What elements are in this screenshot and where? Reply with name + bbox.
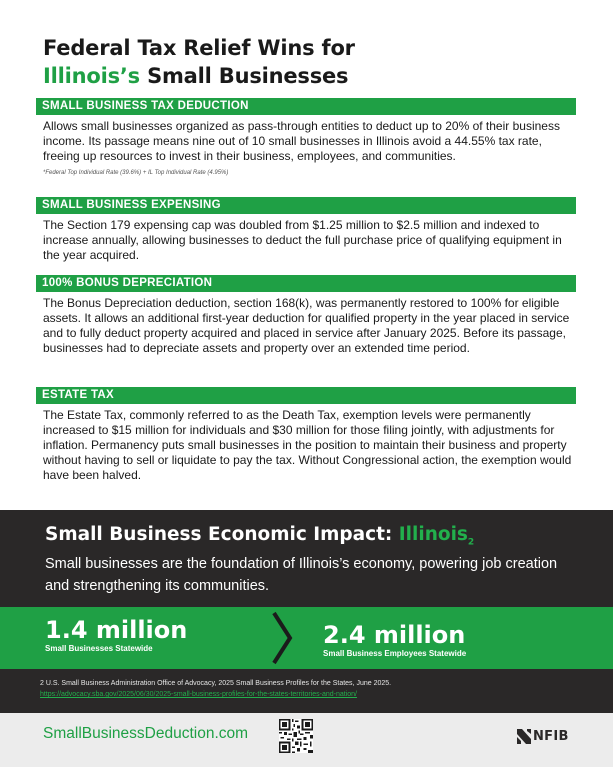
section-estate-tax: [36, 387, 576, 483]
title-state: Illinois’s: [43, 64, 140, 88]
section-body: The Section 179 expensing cap was doubled from $1.25 million to $2.5 million and indexed to increase annually, allowing businesses to deduct the full purchase price of qualifying equipment in the year acquired.: [43, 218, 562, 262]
stat-small-businesses: [45, 616, 187, 654]
section-heading: SMALL BUSINESS EXPENSING: [36, 197, 576, 214]
impact-title: [45, 524, 474, 548]
impact-band: [0, 510, 613, 607]
section-heading: ESTATE TAX: [36, 387, 576, 404]
sources: [0, 669, 613, 713]
section-heading: SMALL BUSINESS TAX DEDUCTION: [36, 98, 576, 115]
stat-value: 2.4 million: [323, 621, 466, 649]
section-footnote: *Federal Top Individual Rate (39.6%) + IL Top Individual Rate (4.95%): [43, 170, 229, 176]
impact-title-prefix: Small Business Economic Impact:: [45, 524, 399, 545]
section-tax-deduction: [36, 98, 576, 176]
section-expensing: [36, 197, 576, 263]
title-line-2: [43, 62, 355, 90]
qr-code-icon[interactable]: [279, 719, 313, 753]
impact-subtitle: Small businesses are the foundation of Illinois’s economy, powering job creation and strengthening its communities.: [45, 556, 558, 594]
stats-band: [0, 607, 613, 669]
page-title: [43, 34, 355, 90]
title-rest: Small Businesses: [139, 64, 349, 88]
stat-employees: [323, 621, 466, 659]
section-body: The Estate Tax, commonly referred to as the Death Tax, exemption levels were permanently increased to $15 million for individuals and $30 million for those filing jointly, with adjustments for inflation. Permanency puts small businesses in the position to maintain their business and property without having to sell or liquidate to pay the tax. Without Congressional action, the exemption would have been halved.: [43, 408, 572, 482]
nfib-brand-text: NFIB: [533, 728, 569, 744]
footer-website-link[interactable]: SmallBusinessDeduction.com: [43, 725, 249, 742]
nfib-logo: [517, 728, 569, 744]
nfib-logo-icon: [517, 729, 531, 744]
section-bonus-depreciation: [36, 275, 576, 356]
title-line-1: Federal Tax Relief Wins for: [43, 36, 355, 60]
impact-title-state: Illinois: [398, 524, 468, 545]
stat-value: 1.4 million: [45, 616, 188, 644]
stat-label: Small Business Employees Statewide: [323, 649, 467, 658]
section-body: Allows small businesses organized as pass-through entities to deduct up to 20% of their business income. Its passage means nine out of 10 small businesses in Illinois avoid a 44.55% tax rate, freeing up resources to invest in their business, employees, and communities.: [43, 119, 560, 163]
impact-footnote-ref: 2: [467, 537, 475, 548]
source-link[interactable]: https://advocacy.sba.gov/2025/06/30/2025-small-business-profiles-for-the-states-territories-and-nation/: [40, 691, 357, 698]
section-body: The Bonus Depreciation deduction, section 168(k), was permanently restored to 100% for eligible assets. It allows an additional first-year deduction for qualified property in the year placed in service and to fully deduct property acquired and placed in service after January 2025. Before its passage, businesses had to depreciate assets and property over an extended time period.: [43, 296, 570, 355]
footer: [0, 713, 613, 767]
section-heading: 100% BONUS DEPRECIATION: [36, 275, 576, 292]
stat-label: Small Businesses Statewide: [45, 644, 153, 653]
chevron-right-icon: [268, 607, 298, 669]
source-citation: 2 U.S. Small Business Administration Office of Advocacy, 2025 Small Business Profiles for the States, June 2025.: [40, 680, 392, 687]
